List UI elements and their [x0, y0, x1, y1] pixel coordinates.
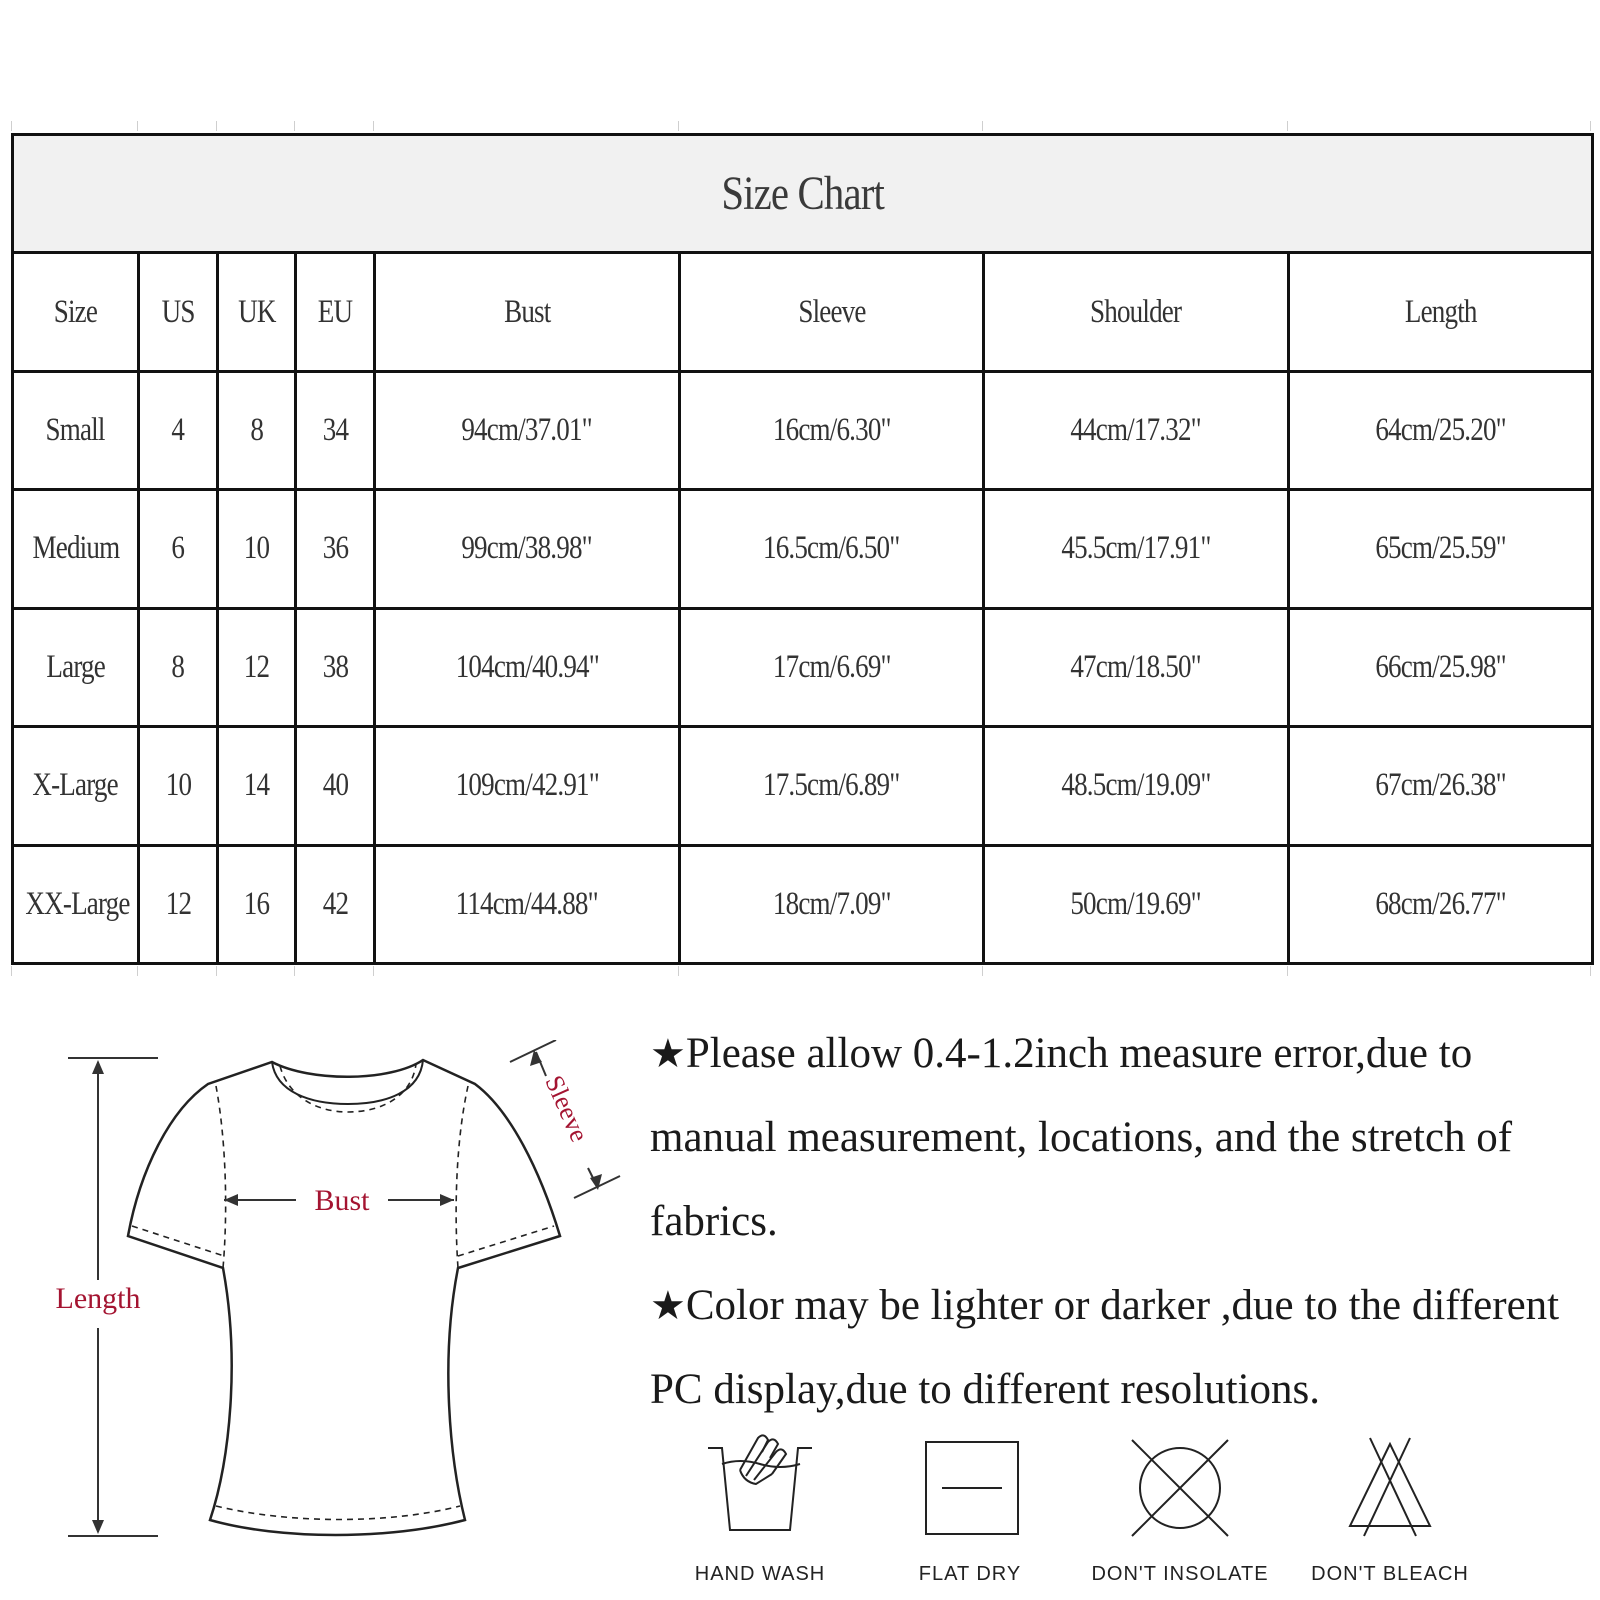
- sleeve-label: Sleeve: [539, 1070, 595, 1147]
- table-cell: 50cm/19.69": [984, 845, 1289, 963]
- table-cell: 12: [218, 608, 296, 726]
- bust-label: Bust: [314, 1184, 370, 1217]
- care-label: HAND WASH: [694, 1563, 826, 1585]
- header-cell-eu: EU: [296, 253, 375, 371]
- table-cell: 67cm/26.38": [1289, 727, 1593, 845]
- table-cell: Large: [13, 608, 139, 726]
- table-cell: 16.5cm/6.50": [680, 490, 984, 608]
- table-cell: 44cm/17.32": [984, 371, 1289, 489]
- table-row: [13, 845, 1593, 963]
- header-cell-us: US: [139, 253, 218, 371]
- table-cell: 47cm/18.50": [984, 608, 1289, 726]
- table-cell: 65cm/25.59": [1289, 490, 1593, 608]
- table-cell: 16: [218, 845, 296, 963]
- table-cell: 109cm/42.91": [375, 727, 680, 845]
- table-cell: 104cm/40.94": [375, 608, 680, 726]
- table-cell: 40: [296, 727, 375, 845]
- t-shirt-outline-icon: [40, 1040, 640, 1560]
- table-cell: XX-Large: [13, 845, 139, 963]
- header-cell-shoulder: Shoulder: [984, 253, 1289, 371]
- table-cell: Small: [13, 371, 139, 489]
- star-icon: ★: [650, 1283, 686, 1328]
- table-cell: 17.5cm/6.89": [680, 727, 984, 845]
- table-cell: 6: [139, 490, 218, 608]
- table-cell: 34: [296, 371, 375, 489]
- table-cell: 99cm/38.98": [375, 490, 680, 608]
- table-row: [13, 727, 1593, 845]
- table-cell: 4: [139, 371, 218, 489]
- table-cell: 45.5cm/17.91": [984, 490, 1289, 608]
- header-cell-sleeve: Sleeve: [680, 253, 984, 371]
- title-row: [13, 135, 1593, 253]
- care-item-hand-wash: [660, 1430, 860, 1595]
- header-cell-bust: Bust: [375, 253, 680, 371]
- do-not-bleach-icon: [1330, 1430, 1450, 1540]
- table-row: [13, 608, 1593, 726]
- table-cell: 48.5cm/19.09": [984, 727, 1289, 845]
- table-cell: 66cm/25.98": [1289, 608, 1593, 726]
- header-cell-size: Size: [13, 253, 139, 371]
- note-color-variance: ★Color may be lighter or darker ,due to the different PC display,due to different resolutions.: [650, 1282, 1560, 1413]
- header-cell-uk: UK: [218, 253, 296, 371]
- header-cell-length: Length: [1289, 253, 1593, 371]
- table-cell: 94cm/37.01": [375, 371, 680, 489]
- table-row: [13, 490, 1593, 608]
- care-label: DON'T BLEACH: [1311, 1563, 1469, 1585]
- care-item-dont-bleach: [1290, 1430, 1490, 1595]
- size-chart-title: Size Chart: [13, 135, 1593, 253]
- header-row: [13, 253, 1593, 371]
- care-item-dont-insolate: [1080, 1430, 1280, 1595]
- care-label: FLAT DRY: [918, 1563, 1022, 1585]
- table-cell: 36: [296, 490, 375, 608]
- table-cell: 16cm/6.30": [680, 371, 984, 489]
- table-cell: 64cm/25.20": [1289, 371, 1593, 489]
- table-cell: 8: [218, 371, 296, 489]
- length-label: Length: [55, 1282, 141, 1315]
- flat-dry-icon: [910, 1430, 1030, 1540]
- star-icon: ★: [650, 1031, 686, 1076]
- table-cell: Medium: [13, 490, 139, 608]
- care-label: DON'T INSOLATE: [1091, 1563, 1269, 1585]
- care-item-flat-dry: [870, 1430, 1070, 1595]
- care-instructions: [660, 1430, 1560, 1595]
- table-cell: 114cm/44.88": [375, 845, 680, 963]
- garment-measurement-diagram: [40, 1040, 640, 1560]
- table-row: [13, 371, 1593, 489]
- note-measure-error: ★Please allow 0.4-1.2inch measure error,due to manual measurement, locations, and the stretch of fabrics.: [650, 1030, 1513, 1245]
- do-not-tumble-dry-icon: [1120, 1430, 1240, 1540]
- notes-section: [650, 1012, 1590, 1432]
- table-cell: 12: [139, 845, 218, 963]
- table-cell: 38: [296, 608, 375, 726]
- table-cell: 42: [296, 845, 375, 963]
- table-cell: 10: [218, 490, 296, 608]
- table-cell: 68cm/26.77": [1289, 845, 1593, 963]
- table-cell: 18cm/7.09": [680, 845, 984, 963]
- hand-wash-icon: [700, 1430, 820, 1540]
- table-cell: 8: [139, 608, 218, 726]
- size-chart-table: [11, 133, 1594, 965]
- table-cell: X-Large: [13, 727, 139, 845]
- table-cell: 17cm/6.69": [680, 608, 984, 726]
- table-cell: 10: [139, 727, 218, 845]
- table-cell: 14: [218, 727, 296, 845]
